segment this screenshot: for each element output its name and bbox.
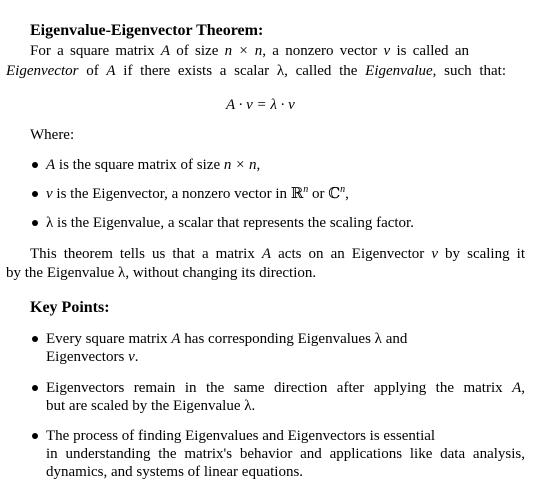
key-point-1-line2: Eigenvectors v. — [46, 349, 139, 365]
bullet-dot — [32, 191, 38, 197]
bullet-matrix-a: A is the square matrix of size n × n, — [46, 157, 261, 173]
key-point-2-line2: but are scaled by the Eigenvalue λ. — [46, 398, 256, 414]
eigen-equation: A · v = λ · v — [226, 97, 295, 113]
bullet-dot — [32, 385, 38, 391]
key-point-3-line1: The process of finding Eigenvalues and Eigenvectors is essential — [46, 428, 436, 444]
key-point-2-line1: Eigenvectors remain in the same direction after applying the matrix A, — [46, 380, 525, 396]
bullet-dot — [32, 336, 38, 342]
key-point-3-line2: in understanding the matrix's behavior and applications like data analysis, — [46, 446, 525, 462]
theorem-intro-line1: For a square matrix A of size n × n, a nonzero vector v is called an — [30, 43, 469, 59]
key-points-heading: Key Points: — [30, 299, 110, 316]
key-point-3-line3: dynamics, and systems of linear equations. — [46, 464, 304, 480]
bullet-vector-v: v is the Eigenvector, a nonzero vector in ℝ$^n$ or ℂ$^n$, — [46, 184, 349, 202]
bullet-dot — [32, 220, 38, 226]
key-point-1-line1: Every square matrix A has corresponding Eigenvalues λ and — [46, 331, 408, 347]
conclusion-line1: This theorem tells us that a matrix A acts on an Eigenvector v by scaling it — [30, 246, 525, 262]
bullet-dot — [32, 162, 38, 168]
bullet-lambda: λ is the Eigenvalue, a scalar that represents the scaling factor. — [46, 215, 414, 231]
theorem-intro-line2: Eigenvector of A if there exists a scalar λ, called the Eigenvalue, such that: — [6, 63, 506, 79]
conclusion-line2: by the Eigenvalue λ, without changing its direction. — [6, 265, 317, 281]
theorem-heading: Eigenvalue-Eigenvector Theorem: — [30, 22, 264, 39]
bullet-dot — [32, 433, 38, 439]
where-label: Where: — [30, 127, 75, 143]
